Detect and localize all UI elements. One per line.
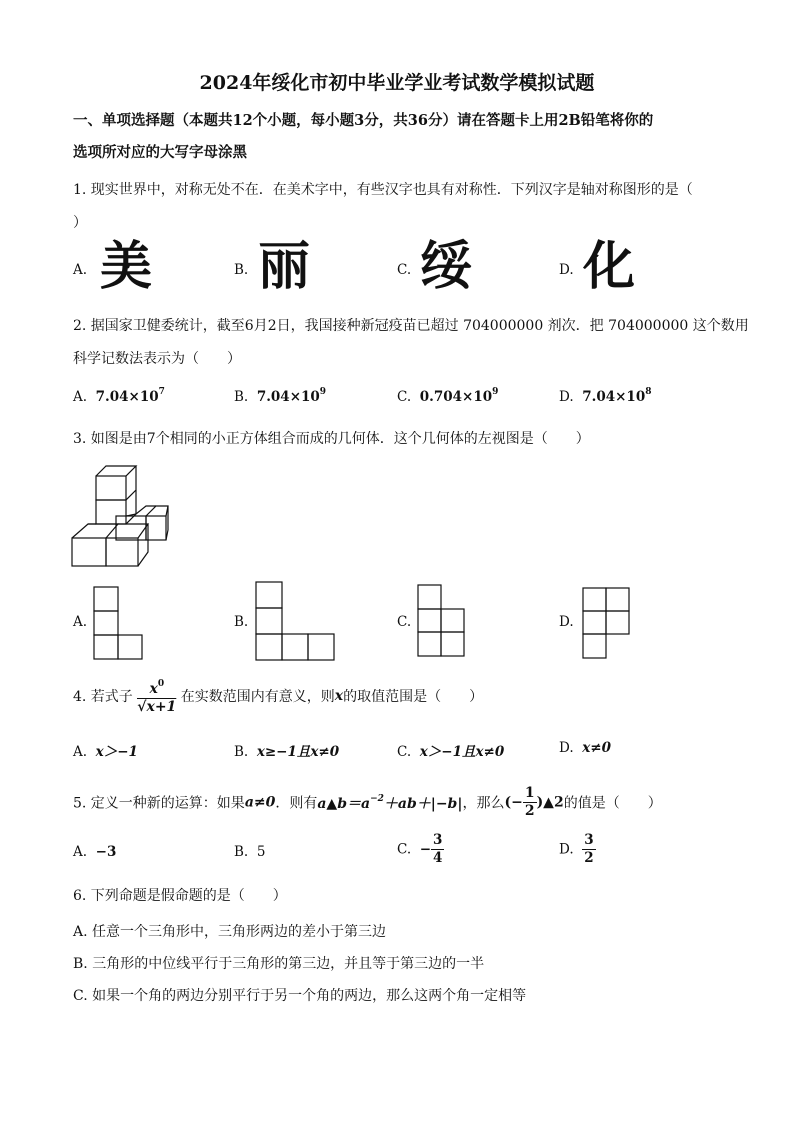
q5-expr-open: (− xyxy=(504,794,523,811)
section-header-line1: 一、单项选择题（本题共12个小题，每小题3分，共36分）请在答题卡上用2B铅笔将你的 xyxy=(73,112,654,129)
page-title: 2024年绥化市初中毕业学业考试数学模拟试题 xyxy=(199,72,595,94)
q3-stem: 3. 如图是由7个相同的小正方体组合而成的几何体．这个几何体的左视图是（ ） xyxy=(73,431,590,447)
q2-option-a xyxy=(73,387,165,405)
q5-option-a xyxy=(73,844,116,860)
q5-frac xyxy=(523,785,537,820)
q2-option-b-exp: 9 xyxy=(319,387,327,397)
q4-option-a-label: A. xyxy=(73,744,88,760)
q5-option-c-label: C. xyxy=(397,841,412,858)
q5-option-c xyxy=(397,832,444,867)
q1-option-a-label: A. xyxy=(73,262,88,278)
q5-option-b-label: B. xyxy=(234,844,249,860)
q2-option-a-label: A. xyxy=(73,389,88,405)
q3-option-a-label: A. xyxy=(73,614,88,630)
q4-option-a xyxy=(73,740,138,760)
q4-fraction: $\frac{x^0}{√x+1}$ xyxy=(137,676,176,716)
q5-option-b xyxy=(234,844,265,860)
q2-option-c xyxy=(397,387,498,405)
q4-option-b-label: B. xyxy=(234,744,249,760)
q1-stem-line1: 1. 现实世界中，对称无处不在．在美术字中，有些汉字也具有对称性．下列汉字是轴对称图形的是（ xyxy=(73,182,693,198)
q5-mid: ．则有 xyxy=(275,795,318,812)
q5-expr-close: )▲2 xyxy=(536,794,564,811)
q5-cond: a≠0 xyxy=(244,794,276,811)
q4-option-d xyxy=(559,740,611,756)
q6-option-c: C. 如果一个角的两边分别平行于另一个角的两边，那么这两个角一定相等 xyxy=(73,988,527,1004)
q2-option-c-label: C. xyxy=(397,389,412,405)
q2-option-b xyxy=(234,387,326,405)
q2-stem-line1: 2. 据国家卫健委统计，截至6月2日，我国接种新冠疫苗已超过 704000000 剂次．把 704000000 这个数用 xyxy=(73,318,749,334)
q5-option-a-label: A. xyxy=(73,844,88,860)
q4-option-a-text: x＞−1 xyxy=(95,744,138,760)
q3-option-c-label: C. xyxy=(397,614,412,630)
q5-option-d-num: 3 xyxy=(584,832,594,848)
q5-option-c-sign: − xyxy=(419,841,432,858)
q2-option-d xyxy=(559,387,651,405)
q4-option-d-label: D. xyxy=(559,740,574,756)
q5-option-d-den: 2 xyxy=(584,850,594,866)
q3-option-b-view xyxy=(255,581,336,662)
q3-cube-figure xyxy=(68,460,178,572)
q1-option-a-char: 美 xyxy=(100,237,153,297)
q4-option-c-label: C. xyxy=(397,744,412,760)
q3-option-d-view xyxy=(582,587,630,659)
q2-option-b-label: B. xyxy=(234,389,249,405)
q5-option-a-text: −3 xyxy=(95,844,117,860)
q6-option-b: B. 三角形的中位线平行于三角形的第三边，并且等于第三边的一半 xyxy=(73,956,485,972)
q4-frac-den: x+1 xyxy=(146,699,177,715)
q5-frac-num: 1 xyxy=(524,785,535,801)
q5-suffix: 的值是（ ） xyxy=(563,795,662,812)
q6-option-a: A. 任意一个三角形中，三角形两边的差小于第三边 xyxy=(73,924,387,940)
q2-option-d-label: D. xyxy=(559,389,574,405)
q3-option-b-label: B. xyxy=(234,614,249,630)
q2-option-a-exp: 7 xyxy=(158,387,165,397)
q5-option-c-den: 4 xyxy=(433,850,443,866)
q5-formula-lhs: a▲b＝a xyxy=(317,795,371,812)
q2-option-c-exp: 9 xyxy=(492,387,499,397)
q1-option-d-char: 化 xyxy=(583,237,636,297)
q2-option-d-base: 7.04×10 xyxy=(582,389,646,405)
q3-option-d-label: D. xyxy=(559,614,574,630)
q2-option-d-exp: 8 xyxy=(645,387,652,397)
q1-option-c-label: C. xyxy=(397,262,412,278)
section-header-line2: 选项所对应的大写字母涂黑 xyxy=(73,144,247,161)
q5-option-c-num: 3 xyxy=(433,832,443,848)
q4-stem xyxy=(73,676,483,716)
q4-frac-num-exp: 0 xyxy=(157,679,165,689)
q5-prefix: 5. 定义一种新的运算：如果 xyxy=(73,795,245,812)
q5-mid2: ，那么 xyxy=(462,795,505,812)
q1-option-b-char: 丽 xyxy=(258,237,311,297)
q5-formula-rhs: ＋ab＋|−b| xyxy=(383,795,463,812)
q4-option-b-text: x≥−1且x≠0 xyxy=(256,744,340,760)
q4-frac-num: x xyxy=(149,681,158,697)
q1-option-c-char: 绥 xyxy=(420,237,473,297)
q5-option-d xyxy=(559,832,596,867)
q1-option-b-label: B. xyxy=(234,262,249,278)
q2-option-a-base: 7.04×10 xyxy=(95,389,159,405)
q6-stem: 6. 下列命题是假命题的是（ ） xyxy=(73,888,287,904)
q5-formula-exp: −2 xyxy=(370,793,384,804)
q2-option-b-base: 7.04×10 xyxy=(256,389,320,405)
q4-var: x xyxy=(334,688,344,704)
q3-option-c-view xyxy=(417,584,465,657)
q4-suffix-a: 在实数范围内有意义，则 xyxy=(180,689,335,705)
q1-stem-line2: ） xyxy=(73,215,87,231)
q2-stem-line2: 科学记数法表示为（ ） xyxy=(73,351,241,367)
q4-option-c xyxy=(397,740,504,760)
q4-option-b xyxy=(234,740,339,760)
q3-option-a-view xyxy=(93,586,143,660)
q1-option-d-label: D. xyxy=(559,262,574,278)
q5-stem xyxy=(73,785,662,820)
q2-option-c-base: 0.704×10 xyxy=(419,389,493,405)
q4-option-c-text: x＞−1且x≠0 xyxy=(419,744,505,760)
q5-option-d-label: D. xyxy=(559,841,574,858)
q4-option-d-text: x≠0 xyxy=(582,740,611,756)
q4-prefix: 4. 若式子 xyxy=(73,689,133,705)
q5-option-b-text: 5 xyxy=(256,844,266,860)
q5-frac-den: 2 xyxy=(524,803,535,819)
q4-suffix-b: 的取值范围是（ ） xyxy=(343,689,484,705)
